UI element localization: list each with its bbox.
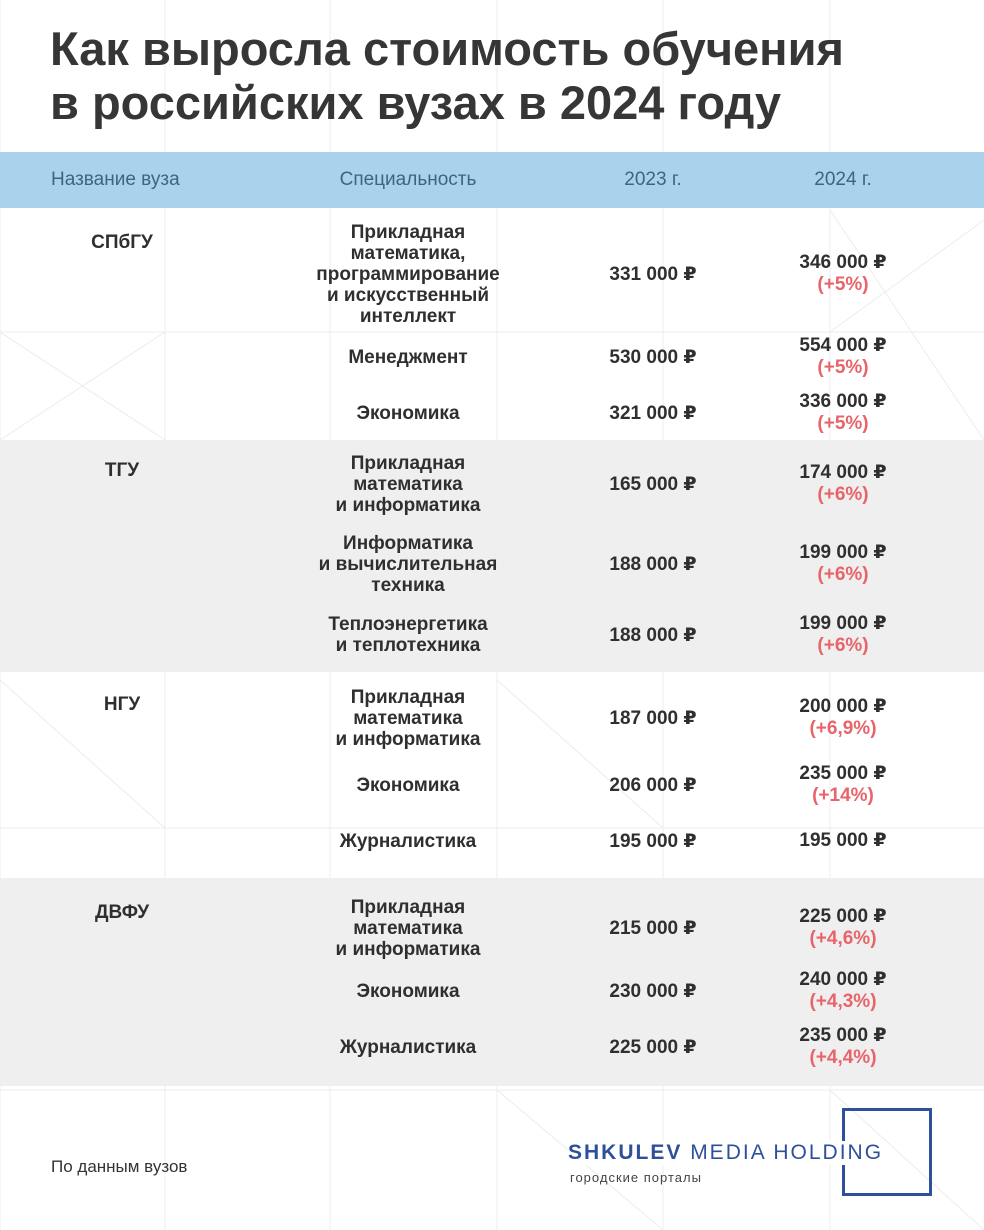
price-2024-cell	[743, 388, 943, 438]
logo	[568, 1141, 885, 1165]
price-2024-cell	[743, 610, 943, 660]
price-2023-cell: 321 000 ₽	[609, 402, 697, 424]
logo-subtitle: городские порталы	[570, 1170, 702, 1185]
table-header	[0, 152, 984, 208]
price-change: (+6%)	[817, 484, 869, 505]
price-2023-cell: 165 000 ₽	[609, 473, 697, 495]
specialty-cell: Журналистика	[339, 830, 477, 852]
page-title	[50, 22, 950, 130]
price-2024-cell	[743, 820, 943, 862]
price-change: (+4,6%)	[809, 928, 877, 949]
university-name: СПбГУ	[91, 232, 153, 253]
price-2023-cell: 230 000 ₽	[609, 980, 697, 1002]
table-row	[0, 684, 984, 752]
price-2024-value: 225 000 ₽	[799, 906, 887, 927]
price-change: (+6,9%)	[809, 718, 877, 739]
price-2024-value: 235 000 ₽	[799, 763, 887, 784]
price-2024-cell	[743, 450, 943, 518]
title-line-2: в российских вузах в 2024 году	[50, 76, 782, 129]
price-2024-cell	[743, 760, 943, 810]
specialty-cell: Теплоэнергетика и теплотехника	[328, 614, 488, 656]
price-change: (+5%)	[817, 274, 869, 295]
price-2024-value: 199 000 ₽	[799, 613, 887, 634]
price-change: (+6%)	[817, 635, 869, 656]
table-row	[0, 894, 984, 962]
price-2023-cell: 206 000 ₽	[609, 774, 697, 796]
price-2023-cell: 188 000 ₽	[609, 624, 697, 646]
header-year-2023: 2023 г.	[624, 169, 682, 190]
university-group-tgu	[0, 440, 984, 672]
logo-light: MEDIA HOLDING	[682, 1141, 884, 1164]
header-specialty: Специальность	[339, 169, 477, 190]
specialty-cell: Информатика и вычислительная техника	[318, 532, 498, 596]
table-row	[0, 820, 984, 862]
price-2024-value: 195 000 ₽	[799, 830, 887, 851]
table-row	[0, 218, 984, 330]
price-2023-cell: 225 000 ₽	[609, 1036, 697, 1058]
price-change: (+5%)	[817, 357, 869, 378]
title-line-1: Как выросла стоимость обучения	[50, 22, 844, 75]
specialty-cell: Журналистика	[339, 1036, 477, 1058]
price-2024-value: 235 000 ₽	[799, 1025, 887, 1046]
university-name: ДВФУ	[94, 902, 150, 923]
table-row	[0, 610, 984, 660]
university-name: НГУ	[103, 694, 141, 715]
price-2023-cell: 187 000 ₽	[609, 707, 697, 729]
price-2023-cell: 188 000 ₽	[609, 553, 697, 575]
price-2024-cell	[743, 218, 943, 330]
price-change: (+14%)	[812, 785, 874, 806]
price-change: (+5%)	[817, 413, 869, 434]
price-2024-cell	[743, 530, 943, 598]
price-2024-value: 200 000 ₽	[799, 696, 887, 717]
specialty-cell: Менеджмент	[348, 346, 468, 368]
price-2024-value: 240 000 ₽	[799, 969, 887, 990]
price-2024-cell	[743, 894, 943, 962]
specialty-cell: Прикладная математика и информатика	[335, 452, 481, 516]
specialty-cell: Экономика	[356, 774, 460, 796]
table-row	[0, 530, 984, 598]
table-row	[0, 388, 984, 438]
header-university: Название вуза	[51, 169, 180, 190]
table-row	[0, 966, 984, 1016]
specialty-cell: Экономика	[356, 402, 460, 424]
specialty-cell: Прикладная математика и информатика	[335, 686, 481, 750]
price-change: (+4,3%)	[809, 991, 877, 1012]
price-2024-cell	[743, 966, 943, 1016]
price-2023-cell: 195 000 ₽	[609, 830, 697, 852]
price-change: (+4,4%)	[809, 1047, 877, 1068]
price-2023-cell: 331 000 ₽	[609, 263, 697, 285]
specialty-cell: Экономика	[356, 980, 460, 1002]
table-row	[0, 332, 984, 382]
table-row	[0, 450, 984, 518]
price-2024-value: 346 000 ₽	[799, 252, 887, 273]
price-2023-cell: 530 000 ₽	[609, 346, 697, 368]
university-name: ТГУ	[104, 460, 140, 481]
price-2023-cell: 215 000 ₽	[609, 917, 697, 939]
price-2024-cell	[743, 1022, 943, 1072]
specialty-cell: Прикладная математика и информатика	[335, 896, 481, 960]
price-2024-cell	[743, 684, 943, 752]
table-row	[0, 1022, 984, 1072]
price-change: (+6%)	[817, 564, 869, 585]
header-year-2024: 2024 г.	[814, 169, 872, 190]
price-2024-value: 174 000 ₽	[799, 462, 887, 483]
university-group-ngu	[0, 672, 984, 878]
price-2024-value: 199 000 ₽	[799, 542, 887, 563]
price-2024-cell	[743, 332, 943, 382]
price-2024-value: 554 000 ₽	[799, 335, 887, 356]
table-row	[0, 760, 984, 810]
university-group-spbgu	[0, 208, 984, 440]
specialty-cell: Прикладная математика, программирование и искусственный интеллект	[316, 221, 500, 327]
logo-bold: SHKULEV	[568, 1141, 683, 1164]
price-2024-value: 336 000 ₽	[799, 391, 887, 412]
university-group-dvfu	[0, 878, 984, 1086]
source-note: По данным вузов	[51, 1157, 188, 1176]
